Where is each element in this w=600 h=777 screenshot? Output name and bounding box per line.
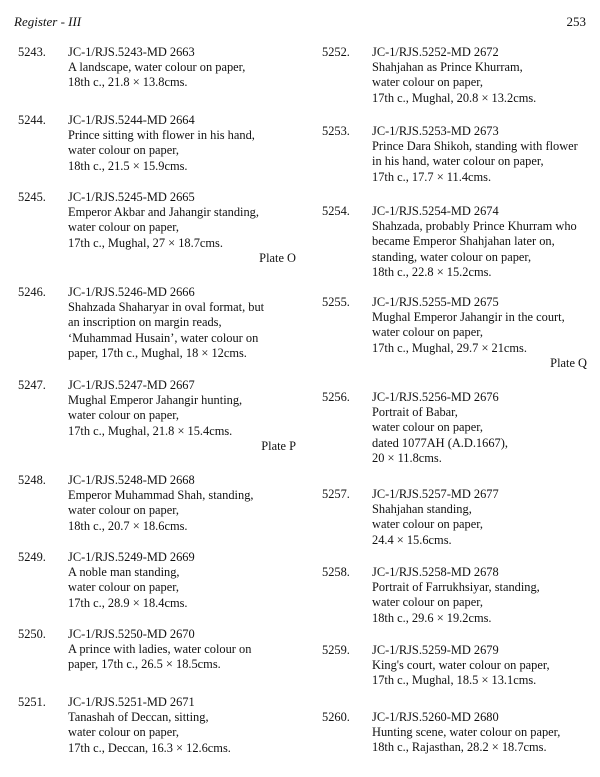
entry-description-line: water colour on paper,: [372, 517, 483, 532]
accession-number: JC-1/RJS.5257-MD 2677: [372, 487, 499, 501]
entry-number: 5257.: [322, 487, 350, 501]
entry-description-line: water colour on paper,: [372, 325, 483, 340]
entry-description-line: water colour on paper,: [372, 420, 483, 435]
register-entry: [322, 295, 587, 371]
accession-number: JC-1/RJS.5247-MD 2667: [68, 378, 195, 392]
entry-description-line: A noble man standing,: [68, 565, 180, 580]
accession-number: JC-1/RJS.5251-MD 2671: [68, 695, 195, 709]
entry-description-line: 17th c., 17.7 × 11.4cms.: [372, 169, 492, 184]
entry-number: 5249.: [18, 550, 46, 564]
accession-number: JC-1/RJS.5253-MD 2673: [372, 124, 499, 138]
entry-number: 5256.: [322, 390, 350, 404]
accession-number: JC-1/RJS.5249-MD 2669: [68, 550, 195, 564]
entry-description-line: 17th c., Mughal, 21.8 × 15.4cms.: [68, 423, 233, 438]
accession-number: JC-1/RJS.5259-MD 2679: [372, 643, 499, 657]
entry-description-line: Mughal Emperor Jahangir hunting,: [68, 393, 243, 408]
entry-description-line: Shahjahan as Prince Khurram,: [372, 60, 523, 75]
entry-description-line: A landscape, water colour on paper,: [68, 60, 246, 75]
entry-description-line: Shahjahan standing,: [372, 502, 472, 517]
entry-number: 5252.: [322, 45, 350, 59]
register-entry: [18, 473, 296, 534]
entry-description-line: 17th c., Mughal, 18.5 × 13.1cms.: [372, 673, 537, 688]
accession-number: JC-1/RJS.5252-MD 2672: [372, 45, 499, 59]
entry-number: 5247.: [18, 378, 46, 392]
entry-description-line: Shahzada Shaharyar in oval format, but: [68, 300, 265, 315]
entry-number: 5255.: [322, 295, 350, 309]
accession-number: JC-1/RJS.5248-MD 2668: [68, 473, 195, 487]
entry-description-line: 20 × 11.8cms.: [372, 450, 442, 465]
accession-number: JC-1/RJS.5244-MD 2664: [68, 113, 195, 127]
register-entry: [18, 285, 296, 361]
entry-description-line: water colour on paper,: [372, 595, 483, 610]
entry-number: 5245.: [18, 190, 46, 204]
entry-description-line: King's court, water colour on paper,: [372, 658, 550, 673]
page-number: 253: [566, 14, 586, 29]
entry-description-line: Mughal Emperor Jahangir in the court,: [372, 310, 565, 325]
register-entry: [322, 204, 587, 280]
register-entry: [18, 550, 296, 611]
entry-description-line: standing, water colour on paper,: [372, 249, 532, 264]
entry-description-line: ‘Muhammad Husain’, water colour on: [68, 330, 259, 345]
entry-description-line: 24.4 × 15.6cms.: [372, 532, 452, 547]
register-entry: [18, 190, 296, 266]
entry-description-line: in his hand, water colour on paper,: [372, 154, 544, 169]
entry-description-line: dated 1077AH (A.D.1667),: [372, 435, 508, 450]
entry-number: 5243.: [18, 45, 46, 59]
entry-description-line: paper, 17th c., 26.5 × 18.5cms.: [68, 657, 221, 672]
plate-reference: Plate Q: [550, 355, 587, 370]
register-entry: [322, 643, 587, 689]
register-entry: [18, 45, 296, 91]
plate-reference: Plate O: [259, 250, 296, 265]
entry-description-line: 18th c., 21.5 × 15.9cms.: [68, 158, 188, 173]
entry-description-line: an inscription on margin reads,: [68, 315, 222, 330]
entry-description-line: A prince with ladies, water colour on: [68, 642, 252, 657]
entry-description-line: Shahzada, probably Prince Khurram who: [372, 219, 577, 234]
entry-number: 5244.: [18, 113, 46, 127]
register-entry: [18, 695, 296, 756]
accession-number: JC-1/RJS.5250-MD 2670: [68, 627, 195, 641]
accession-number: JC-1/RJS.5255-MD 2675: [372, 295, 499, 309]
entry-number: 5253.: [322, 124, 350, 138]
register-entry: [18, 378, 296, 454]
entry-number: 5250.: [18, 627, 46, 641]
entry-description-line: Hunting scene, water colour on paper,: [372, 725, 561, 740]
entry-description-line: water colour on paper,: [68, 143, 179, 158]
accession-number: JC-1/RJS.5243-MD 2663: [68, 45, 195, 59]
running-header: Register - III: [14, 14, 82, 29]
register-entry: [322, 487, 587, 548]
entry-number: 5259.: [322, 643, 350, 657]
accession-number: JC-1/RJS.5245-MD 2665: [68, 190, 195, 204]
register-entry: [322, 45, 587, 106]
accession-number: JC-1/RJS.5260-MD 2680: [372, 710, 499, 724]
entry-description-line: 18th c., 22.8 × 15.2cms.: [372, 264, 492, 279]
entry-number: 5258.: [322, 565, 350, 579]
entry-description-line: water colour on paper,: [68, 408, 179, 423]
plate-reference: Plate P: [261, 438, 296, 453]
entry-description-line: water colour on paper,: [68, 220, 179, 235]
page-header: [14, 14, 586, 36]
entry-description-line: 17th c., Deccan, 16.3 × 12.6cms.: [68, 740, 231, 755]
entry-description-line: Emperor Muhammad Shah, standing,: [68, 488, 254, 503]
entry-description-line: Tanashah of Deccan, sitting,: [68, 710, 209, 725]
entry-number: 5251.: [18, 695, 46, 709]
entry-description-line: 18th c., 29.6 × 19.2cms.: [372, 610, 492, 625]
register-entry: [18, 113, 296, 174]
accession-number: JC-1/RJS.5246-MD 2666: [68, 285, 195, 299]
entry-description-line: 18th c., 21.8 × 13.8cms.: [68, 75, 188, 90]
register-entry: [18, 627, 296, 673]
entry-description-line: 17th c., 28.9 × 18.4cms.: [68, 595, 188, 610]
entry-description-line: 18th c., Rajasthan, 28.2 × 18.7cms.: [372, 740, 547, 755]
entry-description-line: paper, 17th c., Mughal, 18 × 12cms.: [68, 345, 247, 360]
entry-description-line: 17th c., Mughal, 29.7 × 21cms.: [372, 340, 527, 355]
entry-number: 5260.: [322, 710, 350, 724]
entry-description-line: water colour on paper,: [372, 75, 483, 90]
entry-description-line: 18th c., 20.7 × 18.6cms.: [68, 518, 188, 533]
register-entry: [322, 710, 587, 756]
entry-description-line: Prince sitting with flower in his hand,: [68, 128, 255, 143]
entry-description-line: Portrait of Farrukhsiyar, standing,: [372, 580, 540, 595]
entry-description-line: 17th c., Mughal, 27 × 18.7cms.: [68, 235, 223, 250]
register-entry: [322, 565, 587, 626]
entry-number: 5248.: [18, 473, 46, 487]
accession-number: JC-1/RJS.5254-MD 2674: [372, 204, 499, 218]
entry-description-line: 17th c., Mughal, 20.8 × 13.2cms.: [372, 90, 537, 105]
accession-number: JC-1/RJS.5256-MD 2676: [372, 390, 499, 404]
entry-number: 5246.: [18, 285, 46, 299]
entry-description-line: Prince Dara Shikoh, standing with flower: [372, 139, 578, 154]
entry-number: 5254.: [322, 204, 350, 218]
register-entry: [322, 124, 587, 185]
entry-description-line: water colour on paper,: [68, 503, 179, 518]
entry-description-line: water colour on paper,: [68, 725, 179, 740]
entry-description-line: Portrait of Babar,: [372, 405, 458, 420]
entry-description-line: water colour on paper,: [68, 580, 179, 595]
accession-number: JC-1/RJS.5258-MD 2678: [372, 565, 499, 579]
entry-description-line: Emperor Akbar and Jahangir standing,: [68, 205, 259, 220]
entry-description-line: became Emperor Shahjahan later on,: [372, 234, 555, 249]
register-entry: [322, 390, 587, 466]
